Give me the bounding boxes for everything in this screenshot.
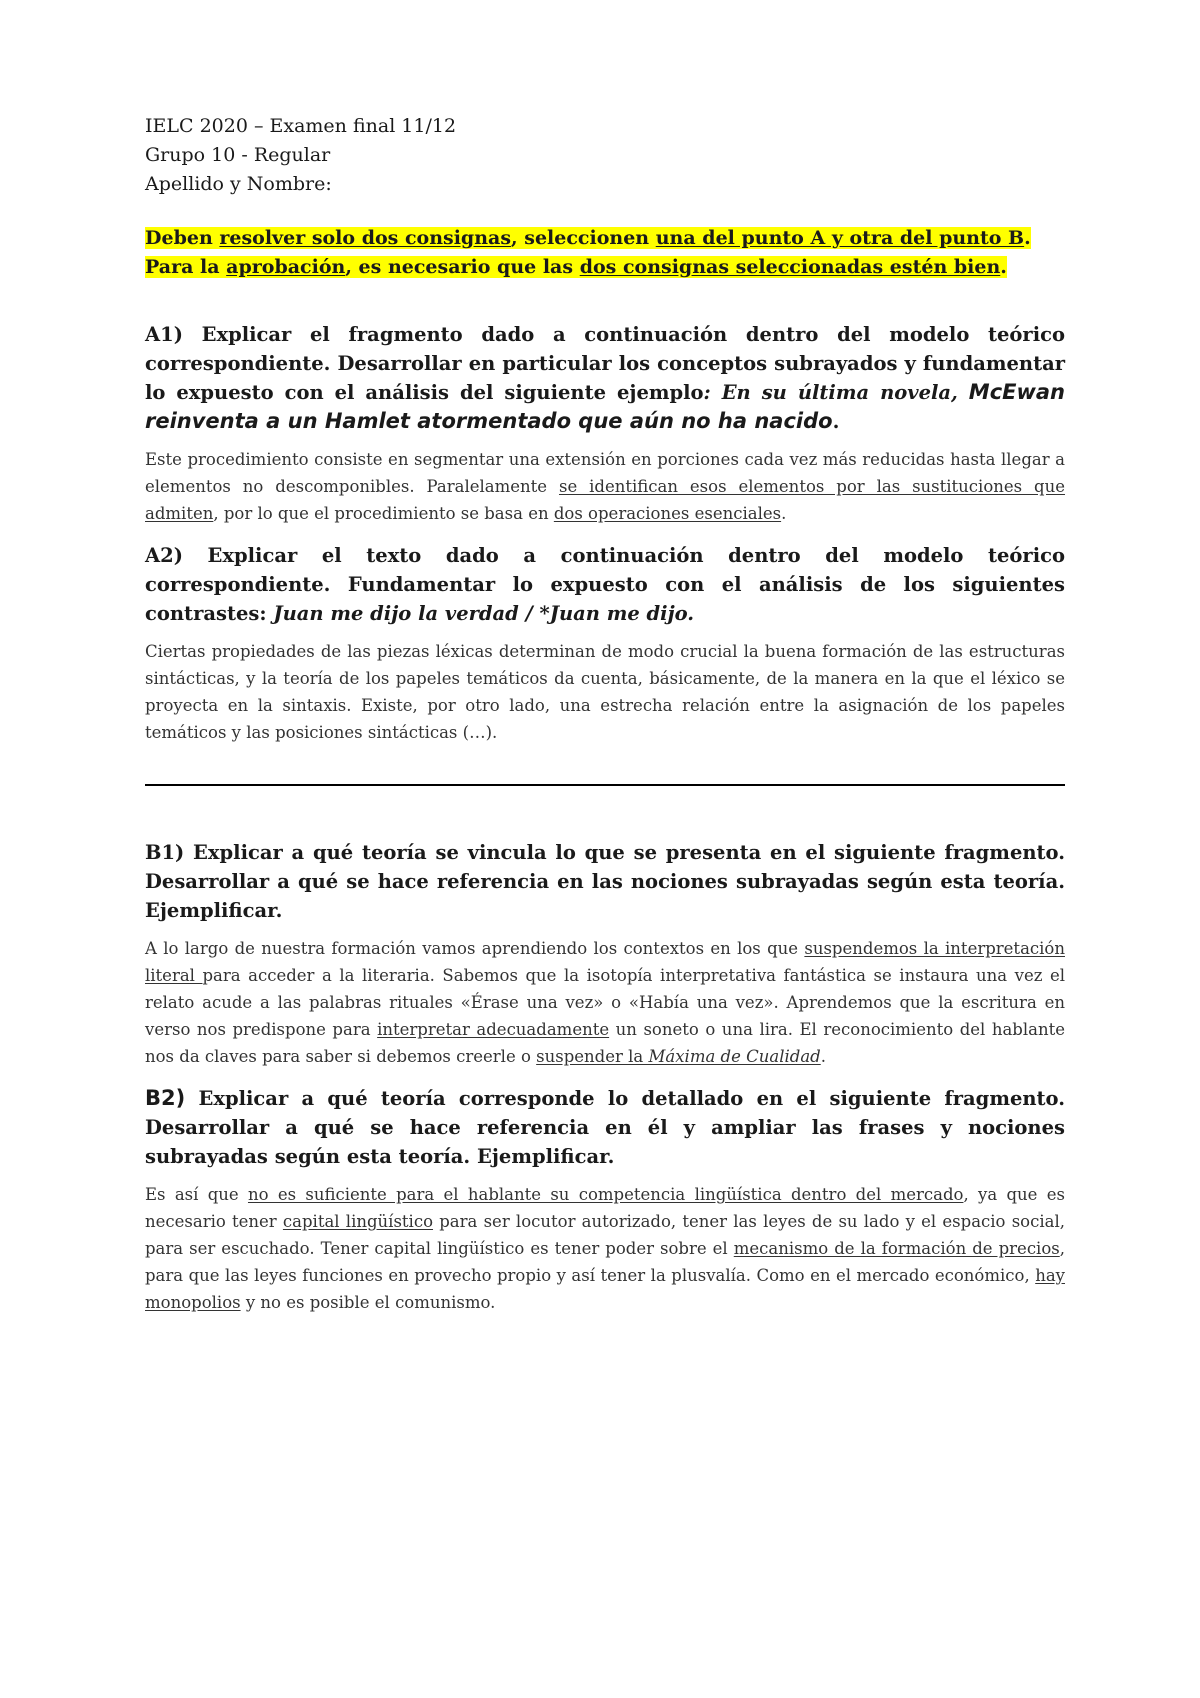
highlight (145, 256, 1007, 278)
text: A1) Explicar el fragmento dado a continuación dentro del modelo teórico correspondiente. Desarrollar en particular los conceptos subrayados y fundamentar lo expuesto con el análisis del siguiente ejemplo (145, 323, 1065, 404)
question-label: B2) (145, 1086, 186, 1110)
text: . (1024, 227, 1031, 249)
text: , por lo que el procedimiento se basa en (213, 504, 554, 523)
section-divider (145, 784, 1065, 786)
text: Este procedimiento consiste en segmentar una extensión en porciones cada vez más reducidas hasta llegar a elementos no descomponibles. Paralelamente (145, 450, 1065, 496)
text: Deben (145, 227, 220, 249)
text: , ya que es necesario tener (145, 1185, 1065, 1231)
text: un soneto o una lira. El reconocimiento del hablante nos da claves para saber si debemos creerle o (145, 1020, 1065, 1066)
exam-title: IELC 2020 – Examen final 11/12 (145, 115, 457, 137)
instructions-line-2 (145, 253, 1065, 282)
question-a1 (145, 320, 1065, 527)
underlined-text: suspendemos la interpretación literal (145, 939, 1065, 985)
student-name-label: Apellido y Nombre: (145, 173, 332, 195)
exam-page (145, 112, 1065, 1316)
underlined-text: una del punto A y otra del punto B (655, 227, 1025, 249)
text: . (820, 1047, 826, 1066)
underlined-text: no es suficiente para el hablante su competencia lingüística dentro del mercado (247, 1185, 964, 1204)
exam-header (145, 112, 1065, 199)
question-b2-fragment (145, 1181, 1065, 1316)
question-b1 (145, 838, 1065, 1070)
question-a1-title (145, 320, 1065, 436)
question-a2 (145, 541, 1065, 746)
question-b1-fragment (145, 935, 1065, 1070)
question-b2 (145, 1084, 1065, 1316)
text: . (1000, 256, 1007, 278)
underlined-text: suspender la (536, 1047, 649, 1066)
underlined-text: aprobación (226, 256, 346, 278)
text: A2) Explicar el texto dado a continuación dentro del modelo teórico correspondiente. Fundamentar lo expuesto con el análisis de los siguientes contrastes: (145, 544, 1065, 625)
text: . (832, 410, 840, 433)
text: Explicar a qué teoría corresponde lo detallado en el siguiente fragmento. Desarrollar a qué se hace referencia en él y ampliar las frases y nociones subrayadas según esta teoría. Ejemplificar. (145, 1087, 1065, 1168)
underlined-italic-text: Máxima de Cualidad (648, 1047, 821, 1066)
text: para acceder a la literaria. Sabemos que la isotopía interpretativa fantástica se instaura una vez el relato acude a las palabras rituales «Érase una vez» o «Había una vez». Aprendemos que la escritura en verso nos predispone para (145, 966, 1065, 1039)
question-b1-title: B1) Explicar a qué teoría se vincula lo que se presenta en el siguiente fragmento. Desarrollar a qué se hace referencia en las nociones subrayadas según esta teoría. Ejemplificar. (145, 841, 1065, 922)
text: A lo largo de nuestra formación vamos aprendiendo los contextos en los que (145, 939, 805, 958)
question-a2-title (145, 541, 1065, 628)
underlined-text: dos operaciones esenciales (553, 504, 782, 523)
instructions-notice (145, 224, 1065, 282)
text: Es así que (145, 1185, 248, 1204)
text: y no es posible el comunismo. (240, 1293, 496, 1312)
highlight (145, 227, 1031, 249)
example-sentence: McEwan reinventa a un Hamlet atormentado que aún no ha nacido (145, 380, 1066, 433)
text: , es necesario que las (345, 256, 580, 278)
text: , seleccionen (511, 227, 656, 249)
exam-group: Grupo 10 - Regular (145, 144, 331, 166)
underlined-text: hay monopolios (145, 1266, 1065, 1312)
underlined-text: capital lingüístico (282, 1212, 434, 1231)
example-text: Juan me dijo la verdad / *Juan me dijo. (273, 602, 695, 625)
example-text: : En su última novela, (703, 381, 969, 404)
question-a1-fragment (145, 446, 1065, 527)
underlined-text: se identifican esos elementos por las sustituciones que admiten (145, 477, 1065, 523)
text: , para que las leyes funciones en provecho propio y así tener la plusvalía. Como en el mercado económico, (145, 1239, 1065, 1285)
text: . (781, 504, 787, 523)
question-b2-title (145, 1084, 1065, 1171)
underlined-text: mecanismo de la formación de precios (733, 1239, 1060, 1258)
underlined-text: resolver solo dos consignas (219, 227, 512, 249)
question-a2-fragment: Ciertas propiedades de las piezas léxicas determinan de modo crucial la buena formación de las estructuras sintácticas, y la teoría de los papeles temáticos da cuenta, básicamente, de la manera en la que el léxico se proyecta en la sintaxis. Existe, por otro lado, una estrecha relación entre la asignación de los papeles temáticos y las posiciones sintácticas (…). (145, 642, 1065, 742)
text: Para la (145, 256, 227, 278)
underlined-text: interpretar adecuadamente (377, 1020, 610, 1039)
underlined-text: dos consignas seleccionadas estén bien (579, 256, 1001, 278)
instructions-line-1 (145, 224, 1065, 253)
text: para ser locutor autorizado, tener las leyes de su lado y el espacio social, para ser escuchado. Tener capital lingüístico es tener poder sobre el (145, 1212, 1065, 1258)
